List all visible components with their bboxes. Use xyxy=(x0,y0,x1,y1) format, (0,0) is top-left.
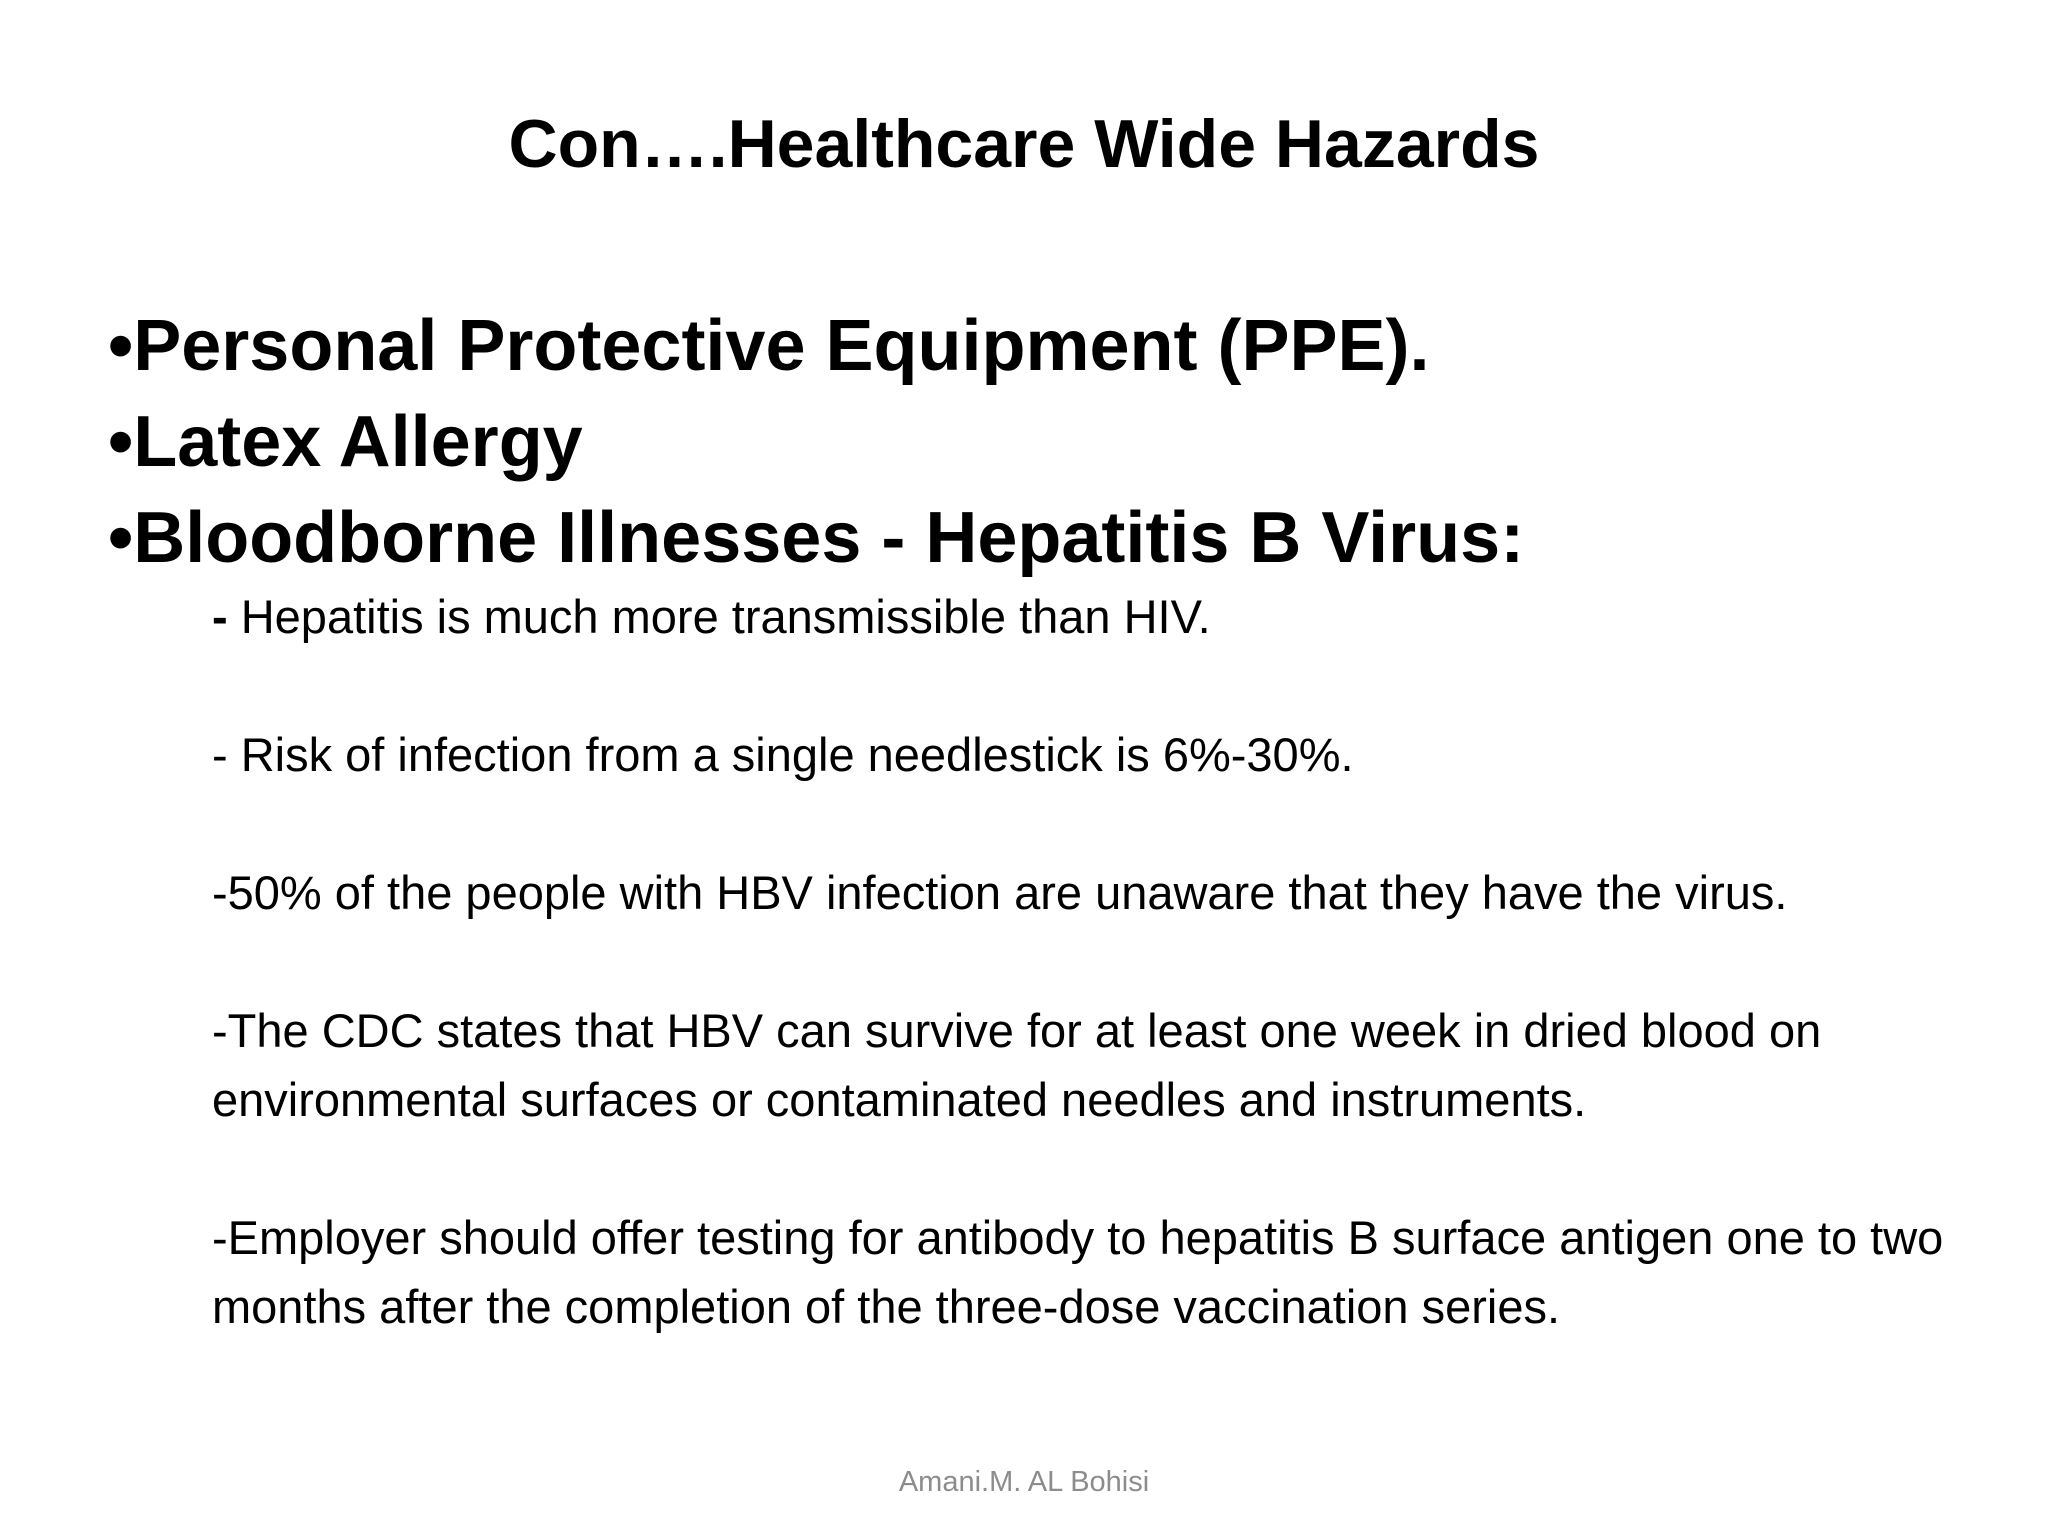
subpoint-text: -Employer should offer testing for antibody to hepatitis B surface antigen one to two months after the completion of the three-dose vaccination series. xyxy=(212,1211,1944,1333)
subpoint-unaware xyxy=(212,858,2012,927)
bullet-dot-icon: • xyxy=(108,306,134,386)
subpoint-employer-testing xyxy=(212,1203,2012,1341)
subpoint-cdc-survival xyxy=(212,996,2012,1134)
subpoint-text: -The CDC states that HBV can survive for at least one week in dried blood on environmental surfaces or contaminated needles and instruments. xyxy=(212,1004,1822,1126)
bullet-text: Bloodborne Illnesses - Hepatitis B Virus: xyxy=(133,498,1525,578)
subpoint-transmissibility xyxy=(212,582,2012,651)
hepatitis-subpoint-list xyxy=(212,582,2012,1410)
main-bullet-list xyxy=(108,298,1524,586)
subpoint-text: -50% of the people with HBV infection are unaware that they have the virus. xyxy=(212,866,1788,919)
subpoint-text: - Risk of infection from a single needlestick is 6%-30%. xyxy=(212,728,1354,781)
subpoint-dash: - xyxy=(212,590,241,643)
bullet-item-ppe xyxy=(108,298,1524,394)
slide-title: Con….Healthcare Wide Hazards xyxy=(508,106,1540,182)
bullet-item-bloodborne xyxy=(108,490,1524,586)
bullet-dot-icon: • xyxy=(108,402,134,482)
bullet-dot-icon: • xyxy=(108,498,134,578)
slide-footer-author: Amani.M. AL Bohisi xyxy=(898,1466,1150,1498)
subpoint-text: Hepatitis is much more transmissible than HIV. xyxy=(240,590,1211,643)
subpoint-needlestick-risk xyxy=(212,720,2012,789)
bullet-item-latex-allergy xyxy=(108,394,1524,490)
bullet-text: Personal Protective Equipment (PPE). xyxy=(133,306,1430,386)
bullet-text: Latex Allergy xyxy=(133,402,583,482)
